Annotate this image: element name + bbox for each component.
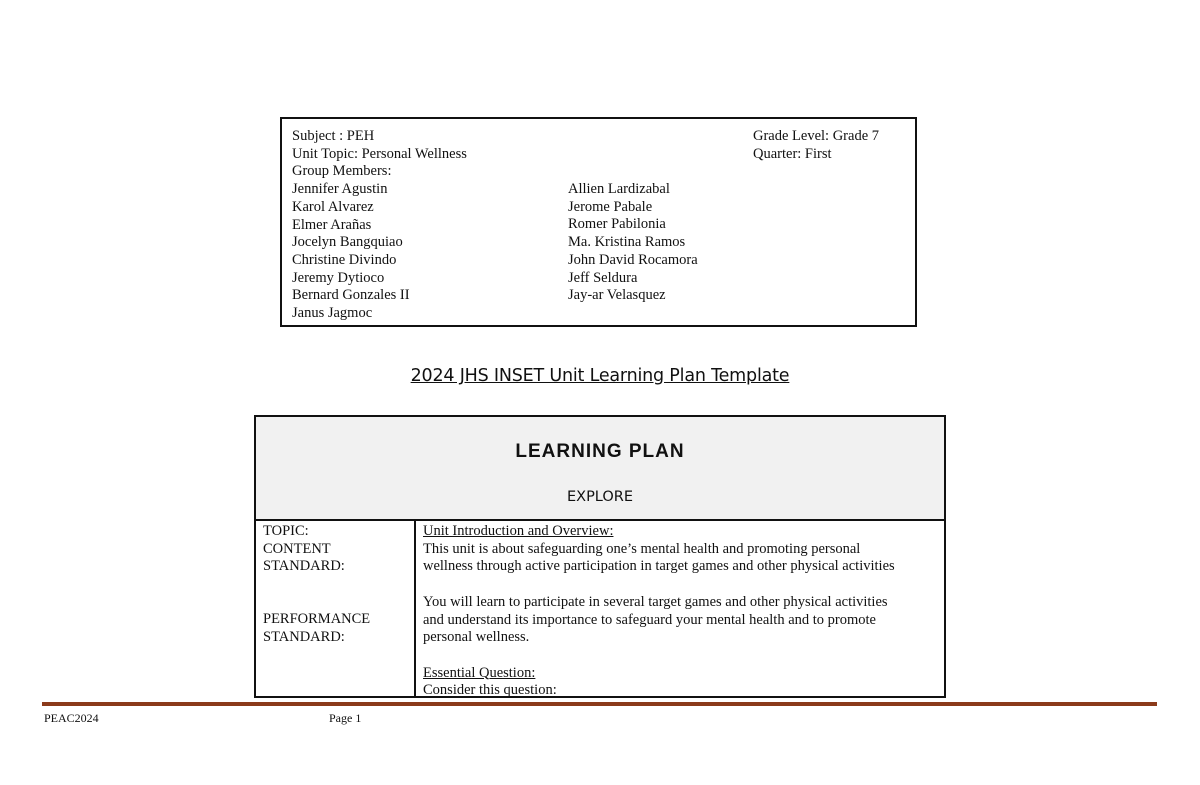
learning-plan-heading: LEARNING PLAN (515, 441, 685, 462)
column-divider (414, 521, 416, 698)
member-name: Bernard Gonzales II (292, 287, 410, 304)
subject-text: Subject : PEH (292, 128, 375, 144)
info-left-column (292, 128, 467, 323)
member-name: Allien Lardizabal (568, 181, 670, 197)
member-name: Elmer Arañas (292, 216, 372, 233)
unit-topic-text: Unit Topic: Personal Wellness (292, 145, 467, 162)
content-label: CONTENT (263, 540, 331, 557)
learn-text-line: You will learn to participate in several target games and other physical activities (423, 593, 888, 610)
member-name: John David Rocamora (568, 251, 698, 268)
member-name: Jay-ar Velasquez (568, 287, 666, 304)
member-name: Jennifer Agustin (292, 181, 388, 198)
template-title: 2024 JHS INSET Unit Learning Plan Template (410, 366, 790, 386)
member-name: Ma. Kristina Ramos (568, 234, 686, 251)
page-number: Page 1 (329, 711, 362, 725)
member-name: Jocelyn Bangquiao (292, 234, 403, 251)
performance-label: PERFORMANCE (263, 611, 371, 628)
learn-text-line: and understand its importance to safeguard your mental health and to promote (423, 611, 876, 628)
info-box (280, 117, 917, 327)
content-standard-label: STANDARD: (263, 558, 345, 575)
intro-text-line: This unit is about safeguarding one’s mental health and promoting personal (423, 540, 861, 557)
content-cell (423, 523, 943, 700)
member-name: Jeremy Dytioco (292, 269, 385, 286)
quarter-text: Quarter: First (753, 145, 832, 162)
essential-question-text: Consider this question: (423, 682, 557, 699)
info-middle-column (568, 181, 698, 305)
grade-level-text: Grade Level: Grade 7 (753, 128, 880, 144)
member-name: Jeff Seldura (568, 269, 638, 286)
member-name: Christine Divindo (292, 251, 397, 268)
info-right-column (753, 128, 879, 163)
essential-question-heading: Essential Question: (423, 664, 536, 681)
intro-text-line: wellness through active participation in target games and other physical activities (423, 558, 895, 575)
explore-subheading: EXPLORE (566, 489, 634, 505)
member-name: Romer Pabilonia (568, 216, 666, 233)
performance-standard-label: STANDARD: (263, 629, 345, 646)
topic-label: TOPIC: (263, 523, 309, 539)
member-name: Janus Jagmoc (292, 305, 373, 322)
member-name: Karol Alvarez (292, 198, 374, 215)
group-members-label: Group Members: (292, 163, 392, 180)
labels-cell (263, 523, 370, 647)
footer-rule (42, 702, 1157, 706)
learning-plan-header (256, 417, 944, 521)
footer-label: PEAC2024 (44, 711, 99, 725)
intro-heading: Unit Introduction and Overview: (423, 523, 614, 539)
learn-text-line: personal wellness. (423, 629, 530, 646)
member-name: Jerome Pabale (568, 198, 653, 215)
learning-plan-table (254, 415, 946, 698)
